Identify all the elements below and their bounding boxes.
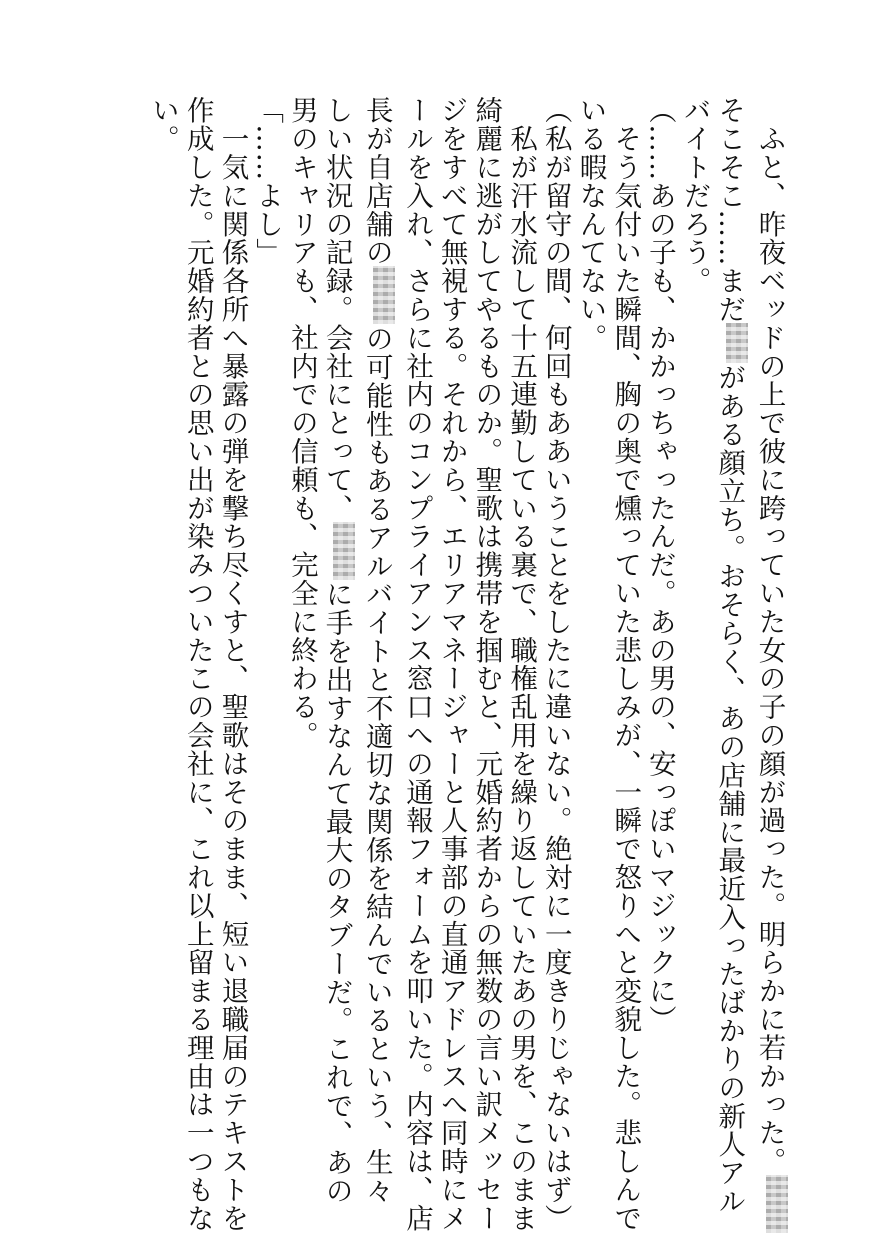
text-line-1: ふと、昨夜ベッドの上で彼に跨っていた女の子の顔が過った。明らかに若かった。 (752, 96, 792, 1156)
text-line-6: いる暇なんてない。 (574, 96, 607, 352)
text-line-13: しい状況の記録。会社にとって、に手を出すなんて最大のタブーだ。これで、あの (319, 96, 359, 1156)
text-line-4: （……あの子も、かかっちゃったんだ。あの男の、安っぽいマジックに） (643, 96, 676, 1034)
text-line-7: （私が留守の間、何回もああいうことをしたに違いない。絶対に一度きりじゃないはず） (539, 96, 572, 1232)
text-line-16: 一気に関係各所へ暴露の弾を撃ち尽くすと、聖歌はそのまま、短い退職届のテキストを (216, 124, 249, 1233)
text-line-11: ールを入れ、さらに社内のコンプライアンス窓口への通報フォームを叩いた。内容は、店 (400, 96, 433, 1232)
censor-mosaic-icon (373, 266, 395, 324)
text-line-2: そこそこ……まだがある顔立ち。おそらく、あの店舗に最近入ったばかりの新人アル (712, 96, 752, 1156)
vertical-text-block (72, 96, 792, 1233)
text-line-18: い。 (147, 96, 180, 153)
text-line-17: 作成した。元婚約者との思い出が染みついたこの会社に、これ以上留まる理由は一つもな (181, 96, 214, 1232)
text-line-15: 「……よし」 (251, 96, 284, 267)
censor-mosaic-icon (333, 522, 355, 580)
text-line-9: 綺麗に逃がしてやるものか。聖歌は携帯を掴むと、元婚約者からの無数の言い訳メッセー (470, 96, 503, 1232)
censor-mosaic-icon (766, 1175, 788, 1233)
text-line-5: そう気付いた瞬間、胸の奥で燻っていた悲しみが、一瞬で怒りへと変貌した。悲しんで (609, 124, 642, 1233)
text-line-14: 男のキャリアも、社内での信頼も、完全に終わる。 (285, 96, 318, 750)
text-line-12: 長が自店舗のの可能性もあるアルバイトと不適切な関係を結んでいるという、生々 (359, 96, 399, 1156)
text-line-8: 私が汗水流して十五連勤している裏で、職権乱用を繰り返していたあの男を、このまま (505, 124, 538, 1233)
censor-mosaic-icon (726, 323, 748, 363)
text-line-10: ジをすべて無視する。それから、エリアマネージャーと人事部の直通アドレスへ同時にメ (435, 96, 468, 1232)
text-line-3: バイトだろう。 (678, 96, 711, 295)
